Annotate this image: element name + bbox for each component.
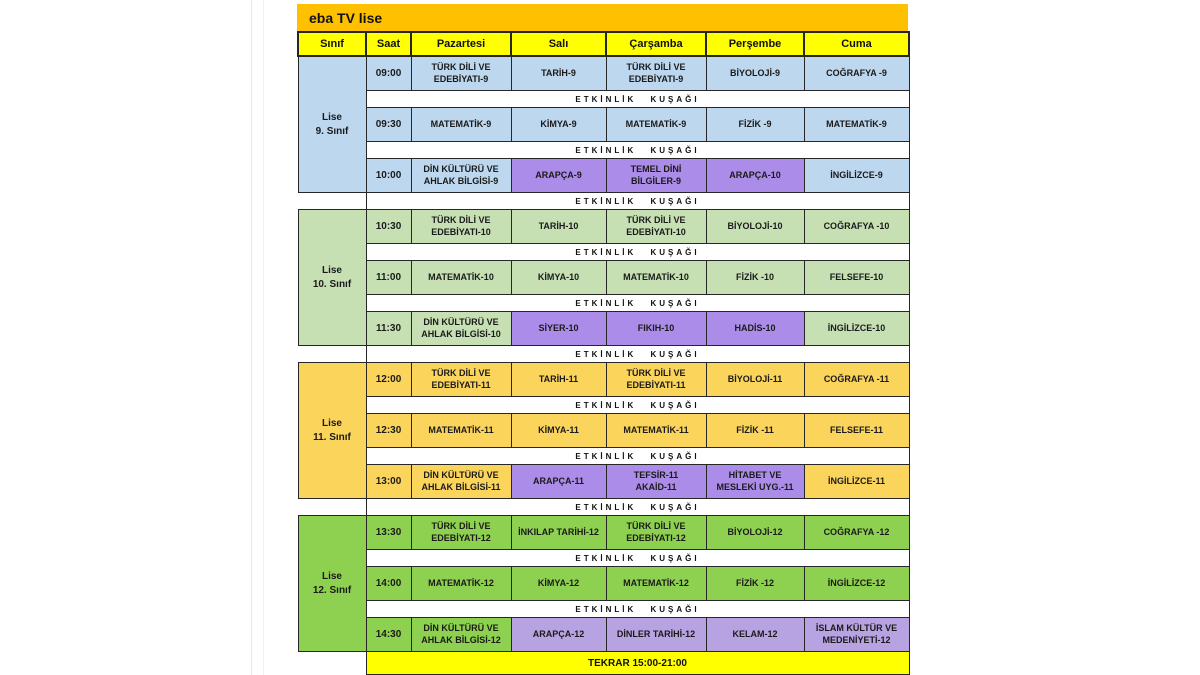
activity-row (298, 397, 909, 414)
schedule-row (298, 363, 909, 397)
subject-cell: MATEMATİK-9 (411, 108, 511, 142)
schedule-row (298, 56, 909, 91)
time-cell: 10:00 (366, 159, 411, 193)
activity-band: ETKİNLİK KUŞAĞI (366, 499, 909, 516)
time-cell: 13:30 (366, 516, 411, 550)
schedule-row (298, 261, 909, 295)
spacer-cell (298, 346, 366, 363)
subject-cell: İNGİLİZCE-10 (804, 312, 909, 346)
subject-cell: TARİH-11 (511, 363, 606, 397)
subject-cell: DİN KÜLTÜRÜ VE AHLAK BİLGİSİ-9 (411, 159, 511, 193)
activity-row (298, 91, 909, 108)
column-header-s-n-f: Sınıf (298, 32, 366, 56)
channel-title: eba TV lise (297, 4, 908, 31)
time-cell: 11:00 (366, 261, 411, 295)
time-cell: 09:00 (366, 56, 411, 91)
page-divider-line-2 (263, 0, 264, 675)
schedule-row (298, 159, 909, 193)
subject-cell: DİN KÜLTÜRÜ VE AHLAK BİLGİSİ-11 (411, 465, 511, 499)
subject-cell: ARAPÇA-12 (511, 618, 606, 652)
schedule-row (298, 618, 909, 652)
activity-band: ETKİNLİK KUŞAĞI (366, 142, 909, 159)
subject-cell: BİYOLOJİ-9 (706, 56, 804, 91)
subject-cell: FELSEFE-11 (804, 414, 909, 448)
subject-cell: COĞRAFYA -12 (804, 516, 909, 550)
subject-cell: İNGİLİZCE-12 (804, 567, 909, 601)
subject-cell: İSLAM KÜLTÜR VE MEDENİYETİ-12 (804, 618, 909, 652)
subject-cell: FELSEFE-10 (804, 261, 909, 295)
subject-cell: İNGİLİZCE-9 (804, 159, 909, 193)
activity-row (298, 601, 909, 618)
column-header-sal-: Salı (511, 32, 606, 56)
time-cell: 14:30 (366, 618, 411, 652)
subject-cell: DİN KÜLTÜRÜ VE AHLAK BİLGİSİ-10 (411, 312, 511, 346)
activity-row (298, 499, 909, 516)
activity-row (298, 448, 909, 465)
subject-cell: TÜRK DİLİ VE EDEBİYATI-10 (411, 210, 511, 244)
subject-cell: MATEMATİK-10 (606, 261, 706, 295)
subject-cell: TARİH-9 (511, 56, 606, 91)
subject-cell: COĞRAFYA -9 (804, 56, 909, 91)
repeat-banner: TEKRAR 15:00-21:00 (366, 652, 909, 675)
subject-cell: MATEMATİK-9 (606, 108, 706, 142)
activity-row (298, 142, 909, 159)
subject-cell: İNKILAP TARİHİ-12 (511, 516, 606, 550)
activity-band: ETKİNLİK KUŞAĞI (366, 448, 909, 465)
subject-cell: İNGİLİZCE-11 (804, 465, 909, 499)
subject-cell: TÜRK DİLİ VE EDEBİYATI-12 (606, 516, 706, 550)
schedule-row (298, 312, 909, 346)
subject-cell: TÜRK DİLİ VE EDEBİYATI-12 (411, 516, 511, 550)
subject-cell: BİYOLOJİ-10 (706, 210, 804, 244)
header-row (298, 32, 909, 56)
subject-cell: TEFSİR-11 AKAİD-11 (606, 465, 706, 499)
subject-cell: TÜRK DİLİ VE EDEBİYATI-11 (411, 363, 511, 397)
time-cell: 14:00 (366, 567, 411, 601)
time-cell: 10:30 (366, 210, 411, 244)
footer-row (298, 652, 909, 675)
schedule-row (298, 567, 909, 601)
activity-band: ETKİNLİK KUŞAĞI (366, 346, 909, 363)
tv-schedule (297, 4, 908, 675)
subject-cell: KİMYA-10 (511, 261, 606, 295)
spacer-cell (298, 193, 366, 210)
column-header-per-embe: Perşembe (706, 32, 804, 56)
subject-cell: TÜRK DİLİ VE EDEBİYATI-9 (606, 56, 706, 91)
time-cell: 09:30 (366, 108, 411, 142)
subject-cell: KİMYA-12 (511, 567, 606, 601)
subject-cell: SİYER-10 (511, 312, 606, 346)
subject-cell: DİN KÜLTÜRÜ VE AHLAK BİLGİSİ-12 (411, 618, 511, 652)
subject-cell: FIKIH-10 (606, 312, 706, 346)
subject-cell: BİYOLOJİ-12 (706, 516, 804, 550)
activity-band: ETKİNLİK KUŞAĞI (366, 193, 909, 210)
subject-cell: KİMYA-9 (511, 108, 606, 142)
class-label: Lise 11. Sınıf (298, 363, 366, 499)
schedule-table (297, 31, 910, 675)
subject-cell: TÜRK DİLİ VE EDEBİYATI-10 (606, 210, 706, 244)
subject-cell: TÜRK DİLİ VE EDEBİYATI-11 (606, 363, 706, 397)
subject-cell: DİNLER TARİHİ-12 (606, 618, 706, 652)
subject-cell: KELAM-12 (706, 618, 804, 652)
subject-cell: FİZİK -10 (706, 261, 804, 295)
schedule-row (298, 465, 909, 499)
subject-cell: FİZİK -12 (706, 567, 804, 601)
subject-cell: COĞRAFYA -10 (804, 210, 909, 244)
subject-cell: MATEMATİK-11 (606, 414, 706, 448)
schedule-row (298, 210, 909, 244)
schedule-row (298, 516, 909, 550)
time-cell: 13:00 (366, 465, 411, 499)
activity-row (298, 550, 909, 567)
activity-band: ETKİNLİK KUŞAĞI (366, 295, 909, 312)
activity-band: ETKİNLİK KUŞAĞI (366, 601, 909, 618)
subject-cell: KİMYA-11 (511, 414, 606, 448)
column-header-pazartesi: Pazartesi (411, 32, 511, 56)
subject-cell: HİTABET VE MESLEKİ UYG.-11 (706, 465, 804, 499)
column-header-saat: Saat (366, 32, 411, 56)
activity-band: ETKİNLİK KUŞAĞI (366, 91, 909, 108)
schedule-row (298, 414, 909, 448)
class-label: Lise 10. Sınıf (298, 210, 366, 346)
subject-cell: MATEMATİK-11 (411, 414, 511, 448)
subject-cell: MATEMATİK-12 (411, 567, 511, 601)
page-divider-line (251, 0, 252, 675)
subject-cell: TARİH-10 (511, 210, 606, 244)
subject-cell: TÜRK DİLİ VE EDEBİYATI-9 (411, 56, 511, 91)
subject-cell: COĞRAFYA -11 (804, 363, 909, 397)
activity-band: ETKİNLİK KUŞAĞI (366, 397, 909, 414)
subject-cell: ARAPÇA-9 (511, 159, 606, 193)
subject-cell: ARAPÇA-11 (511, 465, 606, 499)
subject-cell: FİZİK -11 (706, 414, 804, 448)
subject-cell: ARAPÇA-10 (706, 159, 804, 193)
time-cell: 12:30 (366, 414, 411, 448)
spacer-cell (298, 499, 366, 516)
subject-cell: MATEMATİK-12 (606, 567, 706, 601)
schedule-row (298, 108, 909, 142)
activity-row (298, 244, 909, 261)
time-cell: 11:30 (366, 312, 411, 346)
time-cell: 12:00 (366, 363, 411, 397)
subject-cell: HADİS-10 (706, 312, 804, 346)
subject-cell: FİZİK -9 (706, 108, 804, 142)
activity-row (298, 295, 909, 312)
spacer-cell (298, 652, 366, 675)
column-header--ar-amba: Çarşamba (606, 32, 706, 56)
activity-band: ETKİNLİK KUŞAĞI (366, 244, 909, 261)
activity-row (298, 346, 909, 363)
subject-cell: MATEMATİK-10 (411, 261, 511, 295)
column-header-cuma: Cuma (804, 32, 909, 56)
activity-band: ETKİNLİK KUŞAĞI (366, 550, 909, 567)
activity-row (298, 193, 909, 210)
subject-cell: BİYOLOJİ-11 (706, 363, 804, 397)
subject-cell: TEMEL DİNİ BİLGİLER-9 (606, 159, 706, 193)
class-label: Lise 12. Sınıf (298, 516, 366, 652)
subject-cell: MATEMATİK-9 (804, 108, 909, 142)
class-label: Lise 9. Sınıf (298, 56, 366, 193)
